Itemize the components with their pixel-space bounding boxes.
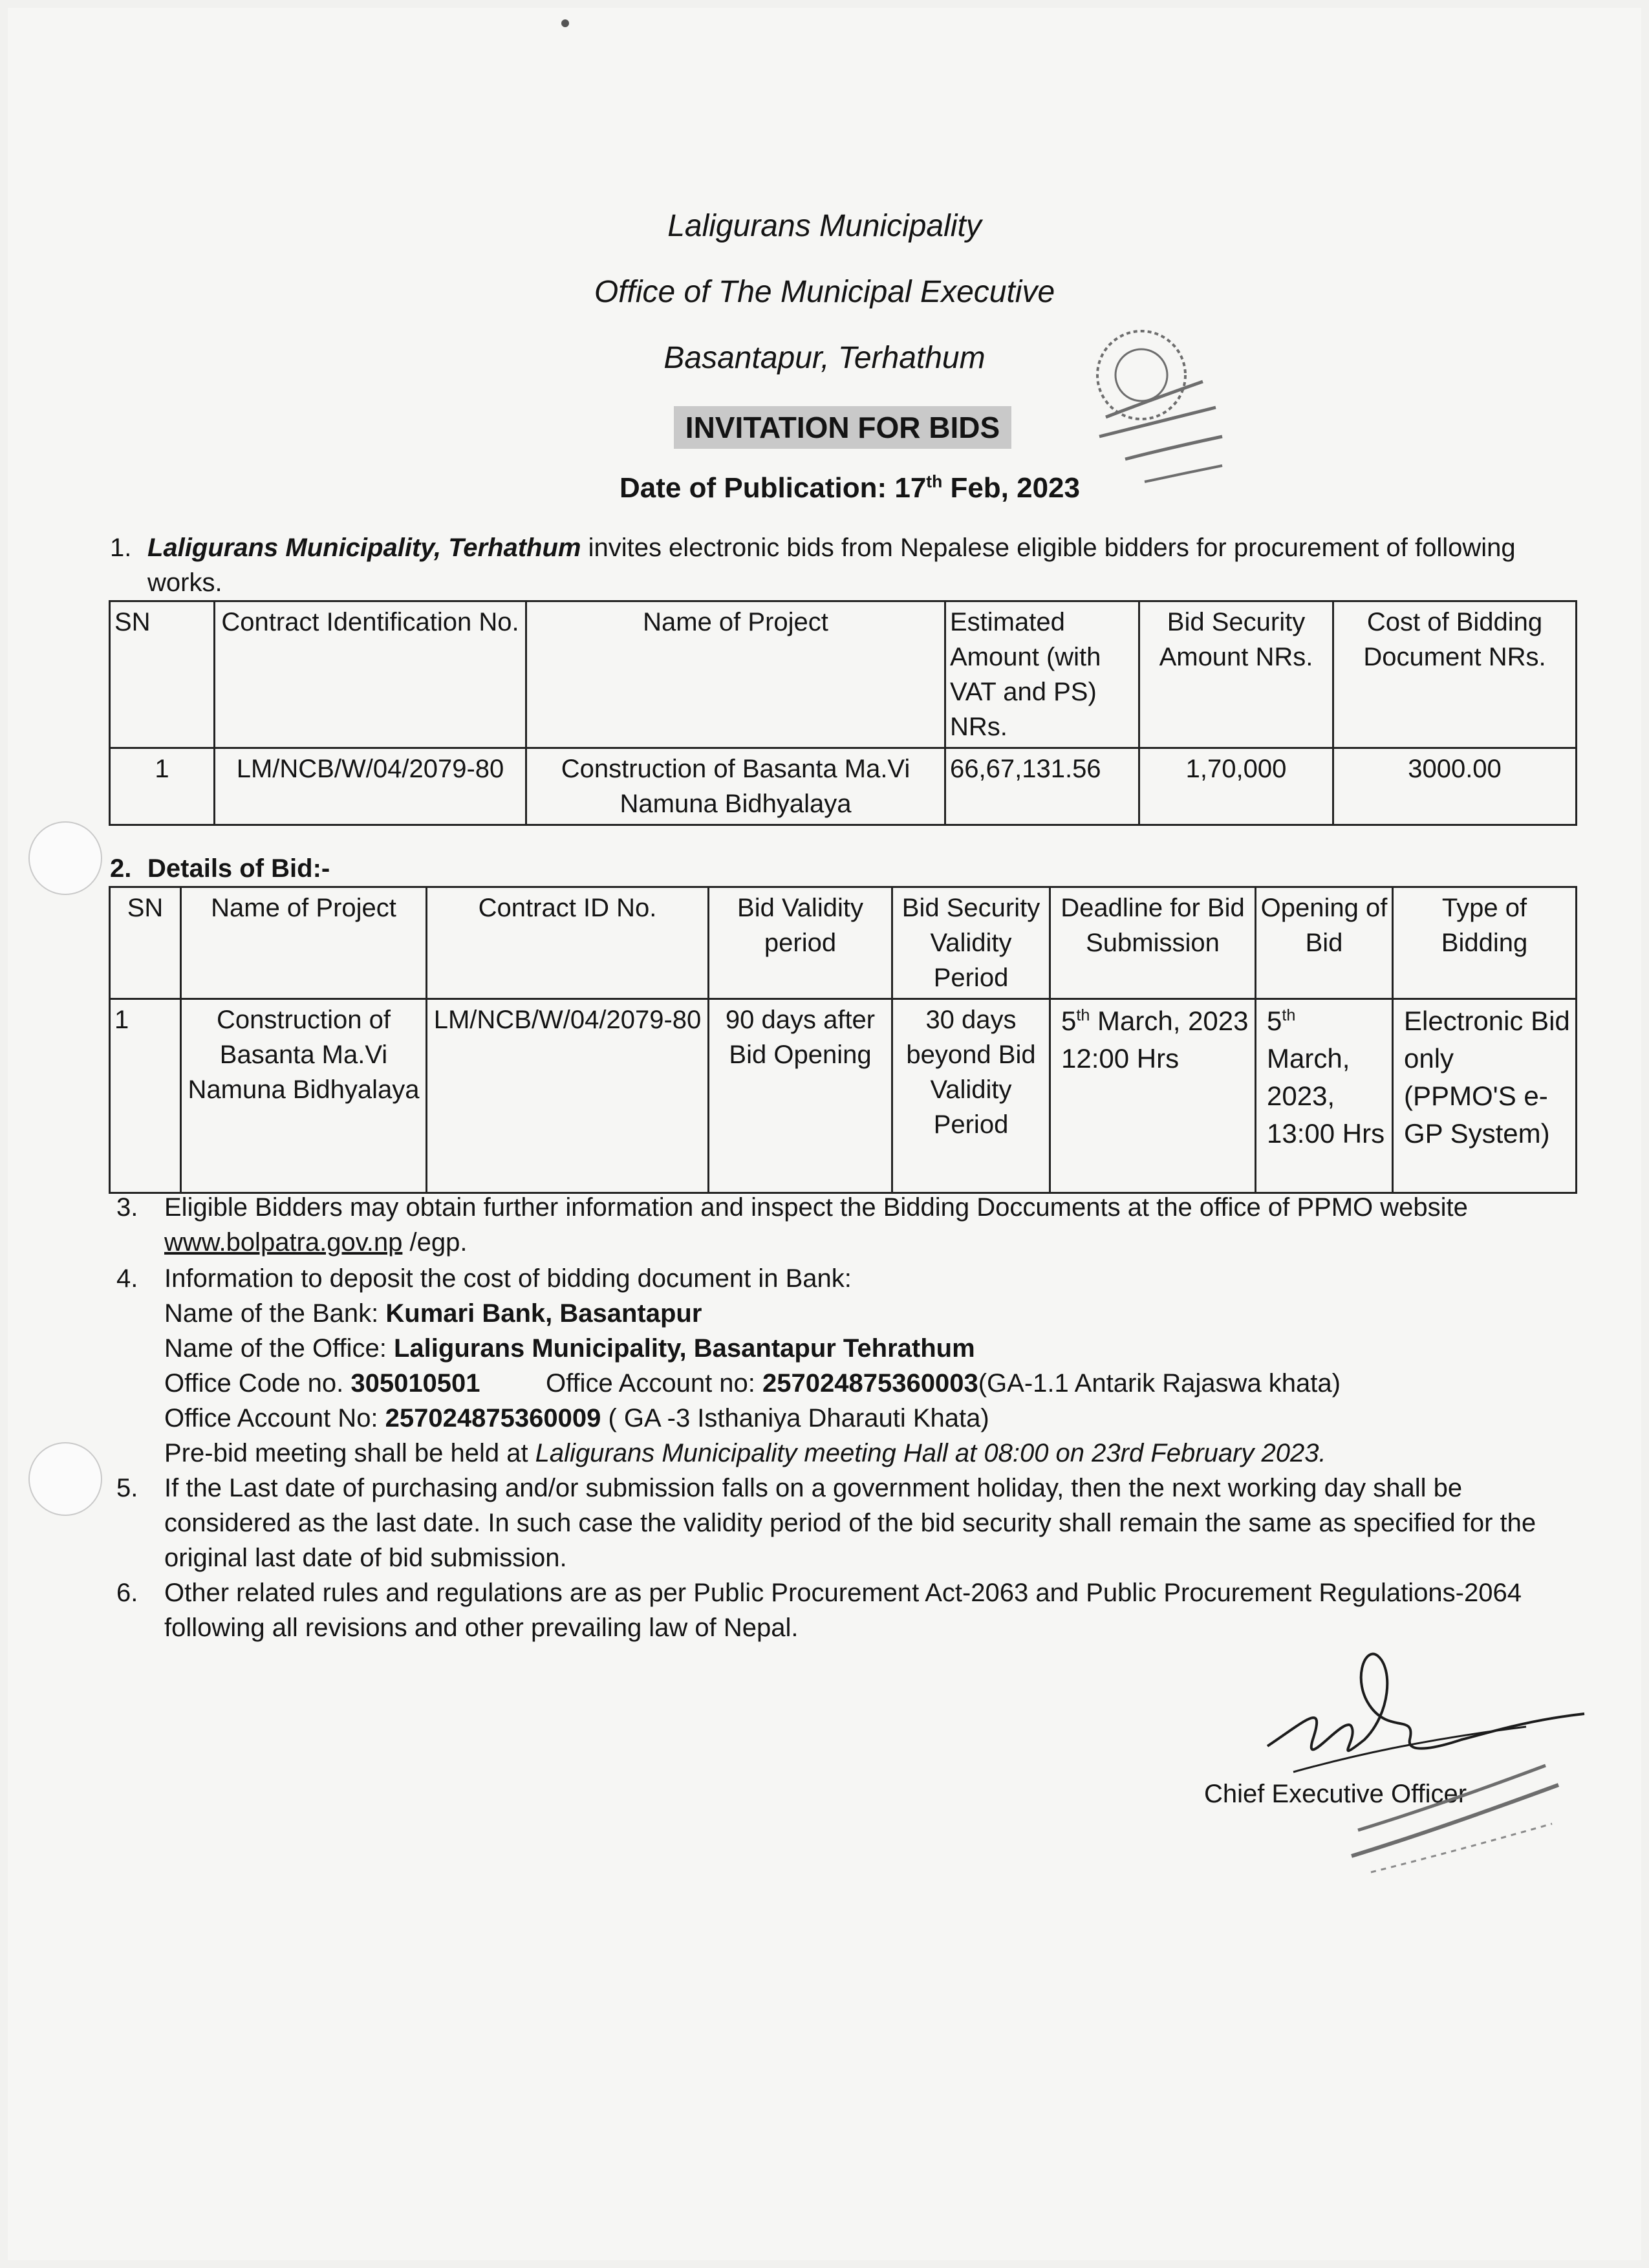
table-cell: 30 days beyond Bid Validity Period [892,999,1050,1193]
office-account-1-line: Office Account no: 257024875360003(GA-1.1 Antarik Rajaswa khata) [546,1369,1341,1398]
signatory-title: Chief Executive Officer [1204,1780,1467,1808]
table-cell: 1 [110,748,215,825]
item-1-text: Laligurans Municipality, Terhathum invites electronic bids from Nepalese eligible bidders for procurement of following works. [147,534,1516,597]
table-cell: 90 days after Bid Opening [709,999,892,1193]
header-cell: Opening of Bid [1256,887,1393,999]
item-2-title: Details of Bid:- [147,854,330,883]
office-location: Basantapur, Terhathum [663,341,986,375]
header-cell: Estimated Amount (with VAT and PS) NRs. [945,601,1139,748]
project-cost-table [109,600,1577,826]
header-cell: Bid Security Validity Period [892,887,1050,999]
publication-date: Date of Publication: 17th Feb, 2023 [620,471,1080,504]
item-5-text: If the Last date of purchasing and/or submission falls on a government holiday, then the next working day shall be considered as the last date. In such case the validity period of the bid security shall remain the same as specified for the original last date of bid submission. [164,1474,1536,1572]
bank-name-line: Name of the Bank: Kumari Bank, Basantapur [164,1299,702,1328]
header-cell: Type of Bidding [1393,887,1577,999]
prebid-meeting-line: Pre-bid meeting shall be held at Laligurans Municipality meeting Hall at 08:00 on 23rd February 2023. [164,1439,1326,1467]
item-4-number: 4. [116,1264,138,1293]
table-cell: 3000.00 [1333,748,1577,825]
officer-stamp [1345,1759,1565,1875]
punch-mark [561,19,569,27]
header-cell: Bid Validity period [709,887,892,999]
table-cell: 5th March, 2023 12:00 Hrs [1050,999,1256,1193]
table-cell: 66,67,131.56 [945,748,1139,825]
item-3-text: Eligible Bidders may obtain further information and inspect the Bidding Doccuments at the office of PPMO website www.bolpatra.gov.np /egp. [164,1193,1468,1257]
header-cell: SN [110,887,181,999]
item-5-number: 5. [116,1474,138,1502]
table-cell: 1 [110,999,181,1193]
table-cell: 1,70,000 [1139,748,1333,825]
header-cell: Name of Project [181,887,427,999]
office-name-line: Name of the Office: Laligurans Municipality, Basantapur Tehrathum [164,1334,975,1363]
table-cell: Construction of Basanta Ma.Vi Namuna Bidhyalaya [526,748,945,825]
table-row [110,748,1577,825]
table-row [110,999,1577,1193]
table-cell: 5th March, 2023, 13:00 Hrs [1256,999,1393,1193]
punch-hole-bottom [28,1442,102,1516]
table-cell: Construction of Basanta Ma.Vi Namuna Bidhyalaya [181,999,427,1193]
office-seal-stamp [1028,304,1267,524]
ppmo-website-link[interactable]: www.bolpatra.gov.np [164,1228,403,1257]
punch-hole-top [28,821,102,895]
item-4-intro: Information to deposit the cost of bidding document in Bank: [164,1264,852,1293]
table-header-row [110,601,1577,748]
item-2-number: 2. [110,854,132,883]
item-3-number: 3. [116,1193,138,1222]
office-account-2-line: Office Account No: 257024875360009 ( GA -3 Isthaniya Dharauti Khata) [164,1404,989,1432]
header-cell: Contract ID No. [427,887,709,999]
header-cell: Deadline for Bid Submission [1050,887,1256,999]
item-6-number: 6. [116,1579,138,1607]
municipality-name: Laligurans Municipality [667,209,982,243]
header-cell: Name of Project [526,601,945,748]
table-cell: LM/NCB/W/04/2079-80 [427,999,709,1193]
item-6-text: Other related rules and regulations are as per Public Procurement Act-2063 and Public Procurement Regulations-2064 following all revisions and other prevailing law of Nepal. [164,1579,1522,1642]
header-cell: Contract Identification No. [215,601,526,748]
table-cell: Electronic Bid only (PPMO'S e-GP System) [1393,999,1577,1193]
table-cell: LM/NCB/W/04/2079-80 [215,748,526,825]
office-code-line: Office Code no. 305010501 [164,1369,480,1398]
bid-details-table [109,886,1577,1194]
notice-title: INVITATION FOR BIDS [674,406,1011,449]
header-cell: Cost of Bidding Document NRs. [1333,601,1577,748]
item-1-number: 1. [110,534,132,562]
office-name: Office of The Municipal Executive [594,275,1055,309]
table-header-row [110,887,1577,999]
header-cell: SN [110,601,215,748]
header-cell: Bid Security Amount NRs. [1139,601,1333,748]
